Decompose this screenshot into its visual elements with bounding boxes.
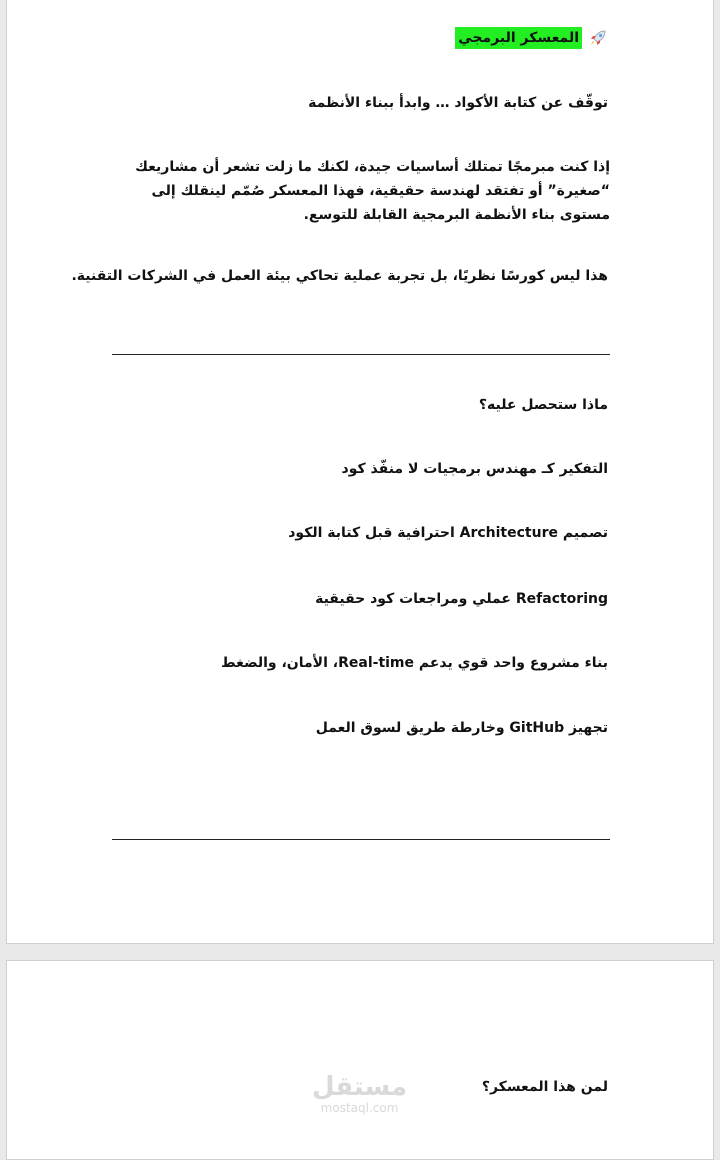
section-title: ماذا ستحصل عليه؟ [478,397,608,413]
intro-paragraph: إذا كنت مبرمجًا تمتلك أساسيات جيدة، لكنك ما زلت تشعر أن مشاريعك “صغيرة” أو تفتقد لهندسة حقيقية، فهذا المعسكر صُمّم لينقلك إلى مستوى بناء الأنظمة البرمجية القابلة للتوسع. [135,159,610,223]
benefit-item: بناء مشروع واحد قوي يدعم Real-time، الأمان، والضغط [221,655,608,671]
section-question: لمن هذا المعسكر؟ [481,1079,608,1095]
headline: توقّف عن كتابة الأكواد … وابدأ ببناء الأنظمة [308,95,608,111]
doc-title-text: المعسكر البرمجي [455,27,582,49]
divider [112,354,610,355]
benefit-item: تجهيز GitHub وخارطة طريق لسوق العمل [315,720,608,736]
benefit-item: تصميم Architecture احترافية قبل كتابة الكود [288,525,608,541]
watermark-logo [312,1072,407,1114]
watermark-url: mostaql.com [320,1101,399,1115]
doc-title [455,27,608,49]
divider [112,839,610,840]
benefit-item: Refactoring عملي ومراجعات كود حقيقية [315,591,608,607]
document-page-2 [6,960,714,1160]
watermark-arabic: مستقل [312,1072,408,1102]
rocket-icon [588,28,608,48]
benefit-item: التفكير كـ مهندس برمجيات لا منفّذ كود [341,461,608,477]
note-paragraph: هذا ليس كورسًا نظريًا، بل تجربة عملية تحاكي بيئة العمل في الشركات التقنية. [71,268,608,284]
